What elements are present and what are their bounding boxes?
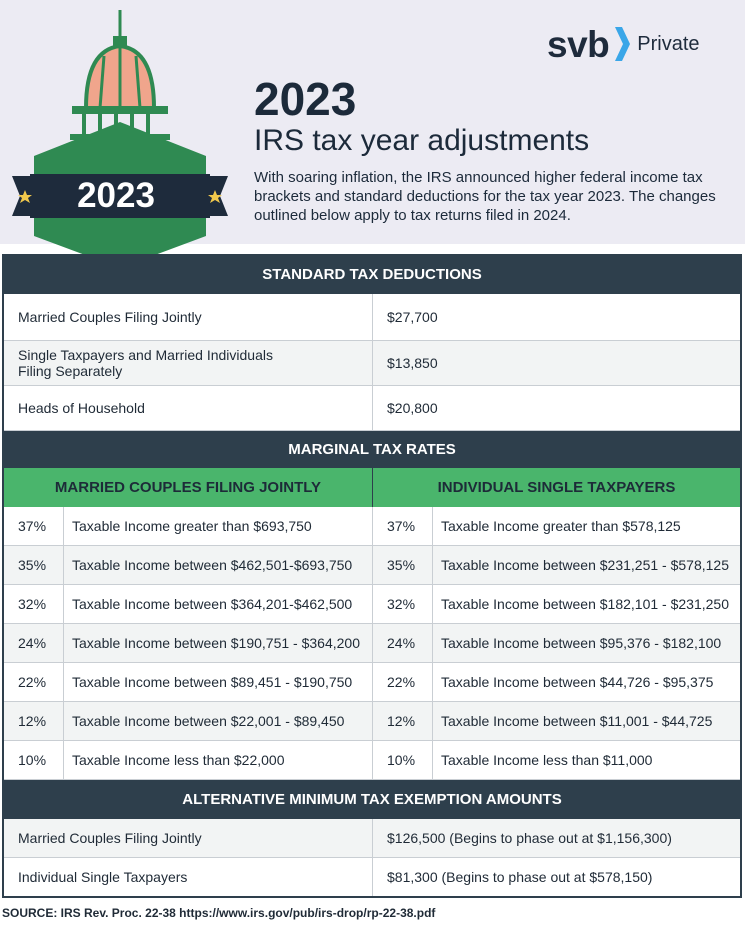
bracket-single: Taxable Income between $95,376 - $182,100 [441,635,722,651]
standard-deductions-heading: STANDARD TAX DEDUCTIONS [4,254,740,294]
rate-married: 35% [4,546,64,584]
rate-single: 12% [373,702,433,740]
amt-label: Married Couples Filing Jointly [4,819,373,857]
rate-row [4,585,740,624]
rate-married: 10% [4,741,64,779]
bracket-married: Taxable Income between $364,201-$462,500 [64,585,373,623]
amt-value: $81,300 (Begins to phase out at $578,150) [387,869,653,885]
header-banner [0,0,745,244]
deduction-label: Heads of Household [4,386,373,430]
bracket-single: Taxable Income between $11,001 - $44,725 [441,713,713,729]
bracket-married: Taxable Income between $190,751 - $364,200 [64,624,373,662]
bracket-married: Taxable Income less than $22,000 [64,741,373,779]
tax-table [2,254,742,898]
bracket-married: Taxable Income between $22,001 - $89,450 [64,702,373,740]
rate-single: 32% [373,585,433,623]
rate-married: 22% [4,663,64,701]
rate-row [4,624,740,663]
amt-row [4,858,740,898]
intro-paragraph: With soaring inflation, the IRS announced higher federal income tax brackets and standard deductions for the tax year 2023. The changes outlined below apply to tax returns filed in 2024. [254,169,716,224]
rate-married: 24% [4,624,64,662]
logo-private: Private [637,32,700,55]
rate-married: 32% [4,585,64,623]
bracket-single: Taxable Income between $44,726 - $95,375 [441,674,714,690]
bracket-married: Taxable Income between $462,501-$693,750 [64,546,373,584]
deduction-label: Married Couples Filing Jointly [4,294,373,340]
rate-row [4,702,740,741]
amt-heading: ALTERNATIVE MINIMUM TAX EXEMPTION AMOUNTS [4,780,740,819]
deduction-row [4,294,740,341]
rate-single: 35% [373,546,433,584]
capitol-dome-icon [0,0,240,270]
bracket-single: Taxable Income between $182,101 - $231,250 [441,596,729,612]
bracket-single: Taxable Income less than $11,000 [441,752,653,768]
deduction-label: Single Taxpayers and Married Individuals Filing Separately [4,341,373,385]
logo-wordmark: svb [547,23,610,65]
badge-year: 2023 [77,176,155,215]
marginal-rates-heading: MARGINAL TAX RATES [4,431,740,468]
deduction-value: $13,850 [387,355,438,371]
deduction-row [4,341,740,386]
rate-row [4,546,740,585]
deduction-value: $20,800 [387,400,438,416]
svb-private-logo [547,22,700,66]
rate-married: 12% [4,702,64,740]
amt-row [4,819,740,858]
marginal-rates-column-headers [4,468,740,507]
amt-value: $126,500 (Begins to phase out at $1,156,300) [387,830,672,846]
rate-row [4,663,740,702]
bracket-married: Taxable Income greater than $693,750 [64,507,373,545]
page-title: 2023 [254,73,357,125]
rate-single: 24% [373,624,433,662]
rate-single: 22% [373,663,433,701]
rate-single: 37% [373,507,433,545]
column-header-single: INDIVIDUAL SINGLE TAXPAYERS [437,479,676,496]
rate-single: 10% [373,741,433,779]
column-header-married: MARRIED COUPLES FILING JOINTLY [4,468,373,507]
rate-row [4,741,740,780]
deduction-row [4,386,740,431]
page-subtitle: IRS tax year adjustments [254,124,590,157]
bracket-single: Taxable Income greater than $578,125 [441,518,681,534]
bracket-married: Taxable Income between $89,451 - $190,750 [64,663,373,701]
source-citation: SOURCE: IRS Rev. Proc. 22-38 https://www.irs.gov/pub/irs-drop/rp-22-38.pdf [2,906,436,920]
amt-label: Individual Single Taxpayers [4,858,373,896]
bracket-single: Taxable Income between $231,251 - $578,125 [441,557,729,573]
chevron-right-icon [613,25,631,63]
rate-row [4,507,740,546]
rate-married: 37% [4,507,64,545]
deduction-value: $27,700 [387,309,438,325]
